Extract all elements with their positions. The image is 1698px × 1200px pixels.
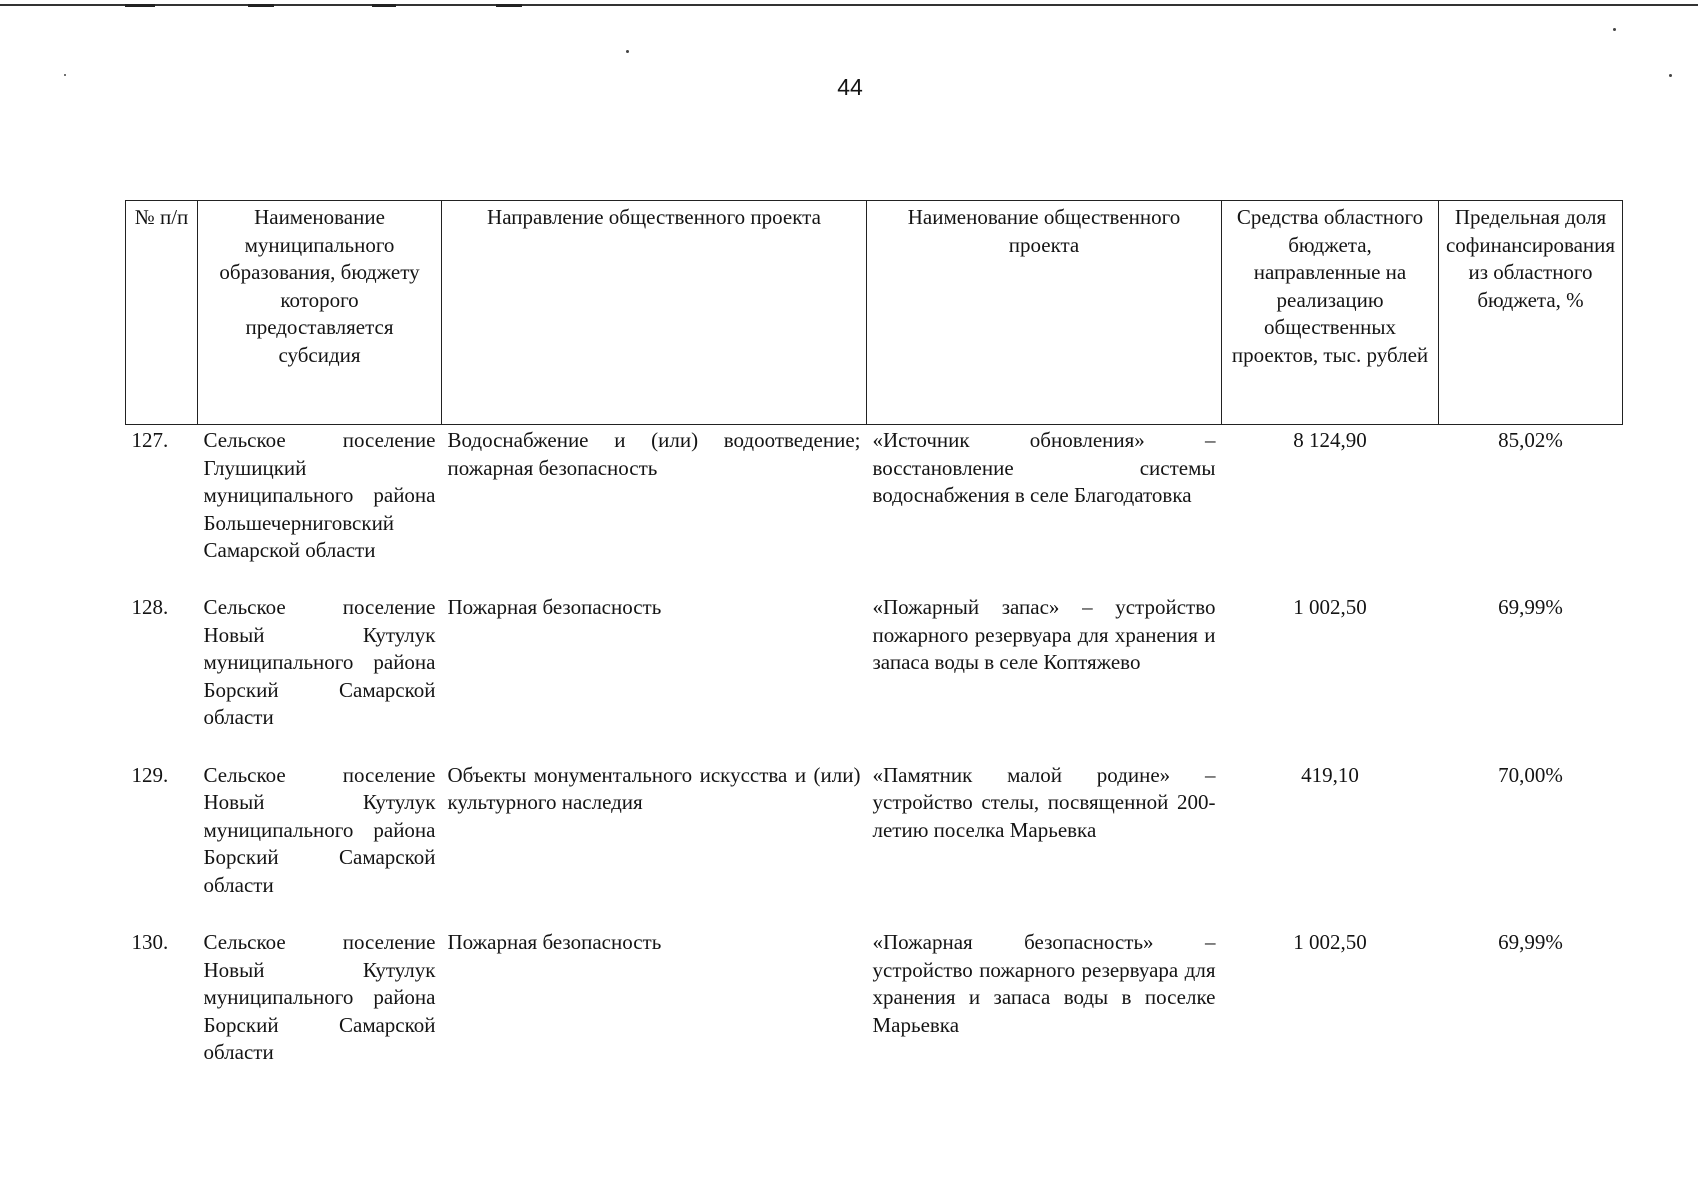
table-row bbox=[126, 425, 1623, 593]
header-project-name: Наименование общественного проекта bbox=[867, 201, 1222, 425]
scan-speck bbox=[1669, 74, 1672, 77]
header-number: № п/п bbox=[126, 201, 198, 425]
share-cell: 85,02% bbox=[1498, 428, 1563, 452]
amount-cell: 1 002,50 bbox=[1293, 595, 1367, 619]
municipality-cell: Сельское поселение Новый Кутулук муниципального района Борский Самарской области bbox=[203, 930, 436, 1064]
municipality-cell: Сельское поселение Глушицкий муниципального района Большечерниговский Самарской области bbox=[203, 428, 436, 562]
scan-speck bbox=[626, 50, 629, 53]
project-name-cell: «Пожарный запас» – устройство пожарного резервуара для хранения и запаса воды в селе Коптяжево bbox=[872, 595, 1216, 674]
header-direction: Направление общественного проекта bbox=[442, 201, 867, 425]
page-number: 44 bbox=[837, 74, 863, 100]
table-row bbox=[126, 760, 1623, 928]
direction-cell: Объекты монументального искусства и (или) культурного наследия bbox=[447, 762, 861, 814]
scan-edge-marks bbox=[0, 0, 1698, 12]
amount-cell: 1 002,50 bbox=[1293, 930, 1367, 954]
header-municipality: Наименование муниципального образования, бюджету которого предоставляется субсидия bbox=[198, 201, 442, 425]
header-budget-funds: Средства областного бюджета, направленные на реализацию общественных проектов, тыс. рублей bbox=[1222, 201, 1439, 425]
table-row bbox=[126, 592, 1623, 760]
table-body bbox=[126, 425, 1623, 1095]
amount-cell: 419,10 bbox=[1301, 762, 1359, 787]
table-row bbox=[126, 927, 1623, 1095]
project-name-cell: «Пожарная безопасность» – устройство пожарного резервуара для хранения и запаса воды в поселке Марьевка bbox=[872, 930, 1216, 1037]
share-cell: 70,00% bbox=[1498, 762, 1563, 787]
table-header bbox=[126, 201, 1623, 425]
direction-cell: Пожарная безопасность bbox=[447, 595, 662, 619]
header-row bbox=[126, 201, 1623, 425]
row-number: 127. bbox=[131, 428, 169, 452]
direction-cell: Пожарная безопасность bbox=[447, 930, 662, 954]
project-name-cell: «Памятник малой родине» – устройство стелы, посвященной 200-летию поселка Марьевка bbox=[872, 762, 1216, 842]
share-cell: 69,99% bbox=[1498, 595, 1563, 619]
header-cofinancing-share: Предельная доля софинансирования из областного бюджета, % bbox=[1439, 201, 1623, 425]
share-cell: 69,99% bbox=[1498, 930, 1563, 954]
amount-cell: 8 124,90 bbox=[1293, 428, 1367, 452]
municipality-cell: Сельское поселение Новый Кутулук муниципального района Борский Самарской области bbox=[203, 762, 436, 897]
project-name-cell: «Источник обновления» – восстановление системы водоснабжения в селе Благодатовка bbox=[872, 428, 1216, 507]
row-number: 130. bbox=[131, 930, 169, 954]
row-number: 128. bbox=[131, 595, 169, 619]
subsidy-projects-table bbox=[125, 200, 1623, 1095]
row-number: 129. bbox=[131, 762, 169, 787]
scan-speck bbox=[1613, 28, 1616, 31]
municipality-cell: Сельское поселение Новый Кутулук муниципального района Борский Самарской области bbox=[203, 595, 436, 729]
direction-cell: Водоснабжение и (или) водоотведение; пожарная безопасность bbox=[447, 428, 861, 480]
scan-speck bbox=[64, 74, 66, 76]
